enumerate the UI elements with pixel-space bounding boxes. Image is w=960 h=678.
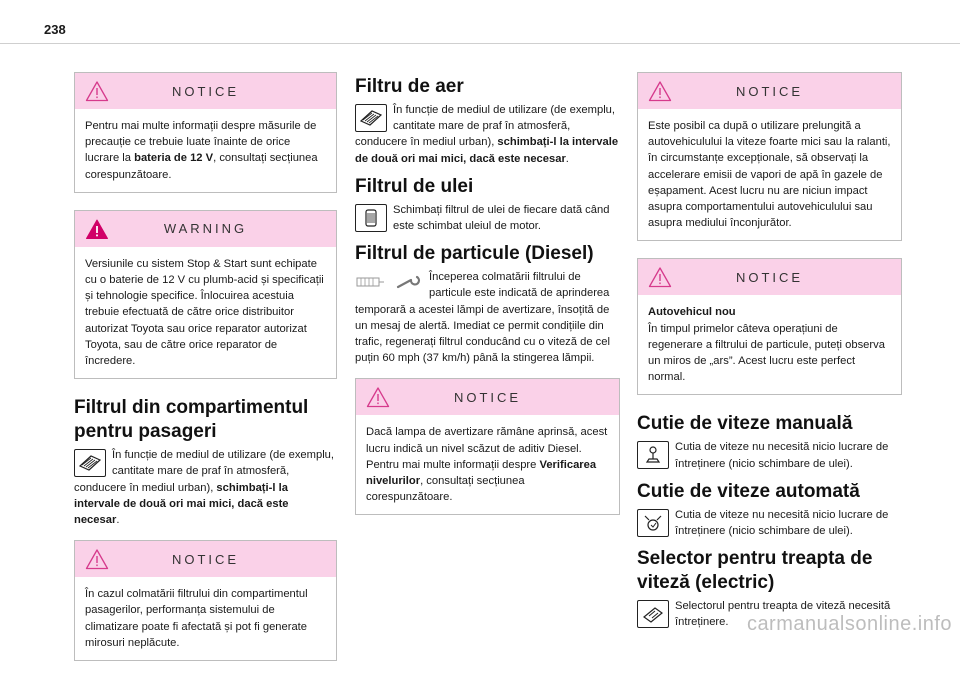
manual-gearbox-text	[637, 439, 902, 471]
particle-filter-text	[355, 269, 620, 366]
gear-selector-text-part: Selectorul pentru treapta de viteză necesită întreținere.	[675, 600, 891, 629]
particle-filter-icon-group	[355, 271, 423, 293]
automatic-gearbox-section	[637, 480, 902, 539]
warning-box	[74, 210, 337, 379]
manual-gearbox-section	[637, 412, 902, 471]
automatic-gearbox-heading: Cutie de viteze automată	[637, 480, 860, 502]
column-2	[355, 72, 620, 532]
notice-title: NOTICE	[735, 83, 804, 99]
gear-selector-heading: Selector pentru treapta de viteză (electric)	[637, 548, 873, 594]
air-filter-section	[355, 75, 620, 167]
notice-box	[355, 378, 620, 515]
cabin-filter-heading: Filtrul din compartimentul pentru pasageri	[74, 397, 309, 443]
oil-filter-heading: Filtrul de ulei	[355, 175, 474, 197]
warning-body: Versiunile cu sistem Stop & Start sunt echipate cu o baterie de 12 V cu plumb-acid și specificații și tehnologie specifice. Înlocuirea acestuia trebuie efectuată de către orice distribuitor autorizat Toyota sau orice reparator autorizat Toyota, sau de către orice reparator de încredere.	[85, 257, 324, 368]
notice-box	[637, 72, 902, 241]
manual-gearbox-icon	[637, 441, 669, 469]
particle-filter-heading: Filtrul de particule (Diesel)	[355, 243, 594, 265]
wrench-icon	[395, 272, 423, 292]
air-filter-icon	[355, 104, 387, 132]
automatic-gearbox-text-part: Cutia de viteze nu necesită nicio lucrare de întreținere (nicio schimbare de ulei).	[675, 508, 889, 538]
manual-gearbox-text-part: Cutia de viteze nu necesită nicio lucrare de întreținere (nicio schimbare de ulei).	[675, 441, 889, 470]
notice-bold: bateria de 12 V	[134, 152, 214, 165]
oil-filter-text	[355, 202, 620, 234]
cabin-filter-bold: schimbați-l la intervale de două ori mai mici, dacă este necesar	[74, 481, 289, 527]
notice-body	[75, 109, 336, 192]
notice-title: NOTICE	[453, 389, 522, 405]
automatic-gearbox-icon	[637, 509, 669, 537]
manual-gearbox-heading: Cutie de viteze manuală	[637, 413, 853, 435]
caution-triangle-outline-icon	[85, 80, 109, 102]
notice-box	[74, 72, 337, 193]
air-filter-text	[355, 102, 620, 167]
oil-filter-section	[355, 175, 620, 234]
notice-text: Pentru mai multe informații despre măsurile de precauție ce trebuie luate înainte de orice lucrare la	[85, 120, 317, 165]
caution-triangle-outline-icon	[648, 266, 672, 288]
notice-text-3: , consultați secțiunea corespunzătoare.	[366, 475, 525, 504]
cabin-filter-icon	[74, 449, 106, 477]
gear-selector-icon	[637, 600, 669, 628]
warning-header	[75, 211, 336, 247]
notice-text: Dacă lampa de avertizare rămâne aprinsă, acest lucru indică un nivel scăzut de aditiv Diesel.	[366, 426, 608, 455]
cabin-filter-section	[74, 396, 337, 528]
cabin-filter-end: .	[116, 514, 120, 527]
notice-bold: Verificarea nivelurilor	[366, 458, 597, 488]
oil-filter-text-part: Schimbați filtrul de ulei de fiecare dată când este schimbat uleiul de motor.	[393, 203, 610, 233]
notice-header	[638, 73, 901, 109]
air-filter-end: .	[565, 152, 569, 165]
column-3	[637, 72, 902, 639]
column-1	[74, 72, 337, 678]
notice-title: NOTICE	[171, 551, 240, 567]
notice-bold: Autovehicul nou	[648, 306, 736, 319]
notice-text-end: , consultați secțiunea corespunzătoare.	[85, 152, 318, 181]
notice-header	[75, 73, 336, 109]
air-filter-bold: schimbați-l la intervale de două ori mai mici, dacă este necesar	[355, 136, 619, 165]
cabin-filter-text	[74, 447, 337, 528]
notice-box	[74, 540, 337, 661]
particle-filter-text-part: Începerea colmatării filtrului de particule este indicată de aprinderea temporară a acestei lămpi de avertizare, însoțită de un mesaj de alertă. Imediat ce permit condițiile din trafic, regenerați filtrul conducând cu o viteză de cel puțin 60 mph (37 km/h) până la stingerea lămpii.	[355, 271, 610, 365]
automatic-gearbox-text	[637, 507, 902, 539]
notice-title: NOTICE	[735, 269, 804, 285]
notice-header	[638, 259, 901, 295]
warning-triangle-filled-icon	[85, 218, 109, 240]
notice-body: În cazul colmatării filtrului din compartimentul pasagerilor, performanța sistemului de climatizare poate fi afectată și pot fi generate mirosuri neplăcute.	[85, 588, 308, 649]
notice-body	[356, 415, 619, 514]
watermark: carmanualsonline.info	[746, 613, 952, 635]
notice-header	[356, 379, 619, 415]
notice-text-2: Pentru mai multe informații despre	[366, 458, 540, 471]
notice-text: În timpul primelor câteva operațiuni de regenerare a filtrului de particule, puteți observa un miros de „ars”. Acest lucru este perfect normal.	[648, 322, 885, 384]
caution-triangle-outline-icon	[648, 80, 672, 102]
notice-title: NOTICE	[171, 83, 240, 99]
particle-filter-lamp-icon	[355, 272, 385, 292]
top-rule	[0, 43, 960, 44]
page-number: 238	[44, 22, 66, 37]
notice-box	[637, 258, 902, 395]
oil-filter-icon	[355, 204, 387, 232]
air-filter-heading: Filtru de aer	[355, 76, 464, 97]
caution-triangle-outline-icon	[366, 386, 390, 408]
particle-filter-section	[355, 242, 620, 366]
cabin-filter-text-part: În funcție de mediul de utilizare (de exemplu, cantitate mare de praf în atmosferă, conducere în mediul urban),	[74, 449, 335, 494]
air-filter-text-part: În funcție de mediul de utilizare (de exemplu, cantitate mare de praf în atmosferă, conducere în mediul urban),	[355, 104, 616, 149]
caution-triangle-outline-icon	[85, 548, 109, 570]
notice-body	[638, 295, 901, 394]
notice-body: Este posibil ca după o utilizare prelungită a autovehiculului la viteze foarte mici sau la ralanti, în circumstanțe excepționale, să observați la accelerare emisii de vapori de apă în gazele de eșapament. Acest lucru nu are niciun impact asupra comportamentului autovehiculului sau asupra mediului înconjurător.	[648, 120, 891, 230]
warning-title: WARNING	[163, 221, 248, 237]
notice-header	[75, 541, 336, 577]
